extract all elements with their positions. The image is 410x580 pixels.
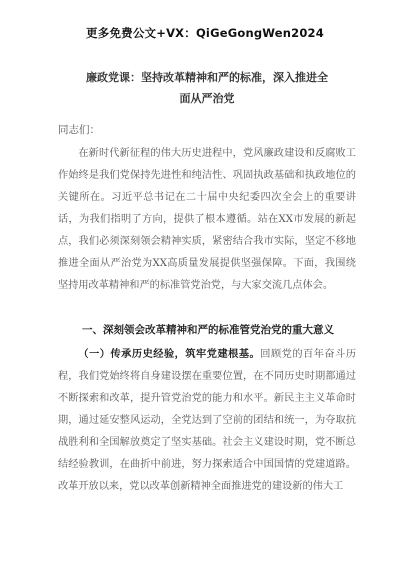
subsection-heading-1: （一）传承历史经验，筑牢党建根基。	[78, 348, 261, 360]
section-heading-1: 一、深刻领会改革精神和严的标准管党治党的重大意义	[82, 324, 334, 336]
greeting: 同志们：	[58, 124, 100, 136]
body-paragraph-2	[58, 343, 356, 498]
paragraph-2-text: 回顾党的百年奋斗历程，我们党始终将自身建设摆在重要位置，在不同历史时期都通过不断探索和改革，提升管党治党的能力和水平。新民主主义革命时期，通过延安整风运动，全党达到了空前的团结和统一，为夺取抗战胜利和全国解放奠定了坚实基础。社会主义建设时期，党不断总结经验教训，在曲折中前进，努力探索适合中国国情的党建道路。改革开放以来，党以改革创新精神全面推进党的建设新的伟大工	[58, 349, 357, 492]
page-header: 更多免费公文+VX：QiGeGongWen2024	[86, 26, 324, 40]
document-title: 廉政党课：坚持改革精神和严的标准，深入推进全面从严治党	[86, 71, 328, 105]
body-paragraph-1: 在新时代新征程的伟大历史进程中，党风廉政建设和反腐败工作始终是我们党保持先进性和纯洁性、巩固执政基础和执政地位的关键所在。习近平总书记在二十届中央纪委四次全会上的重要讲话，为我们指明了方向，提供了根本遵循。站在XX市发展的新起点，我们必须深刻领会精神实质，紧密结合我市实际，坚定不移地推进全面从严治党为XX高质量发展提供坚强保障。下面，我围绕坚持用改革精神和严的标准管党治党，与大家交流几点体会。	[58, 148, 356, 291]
